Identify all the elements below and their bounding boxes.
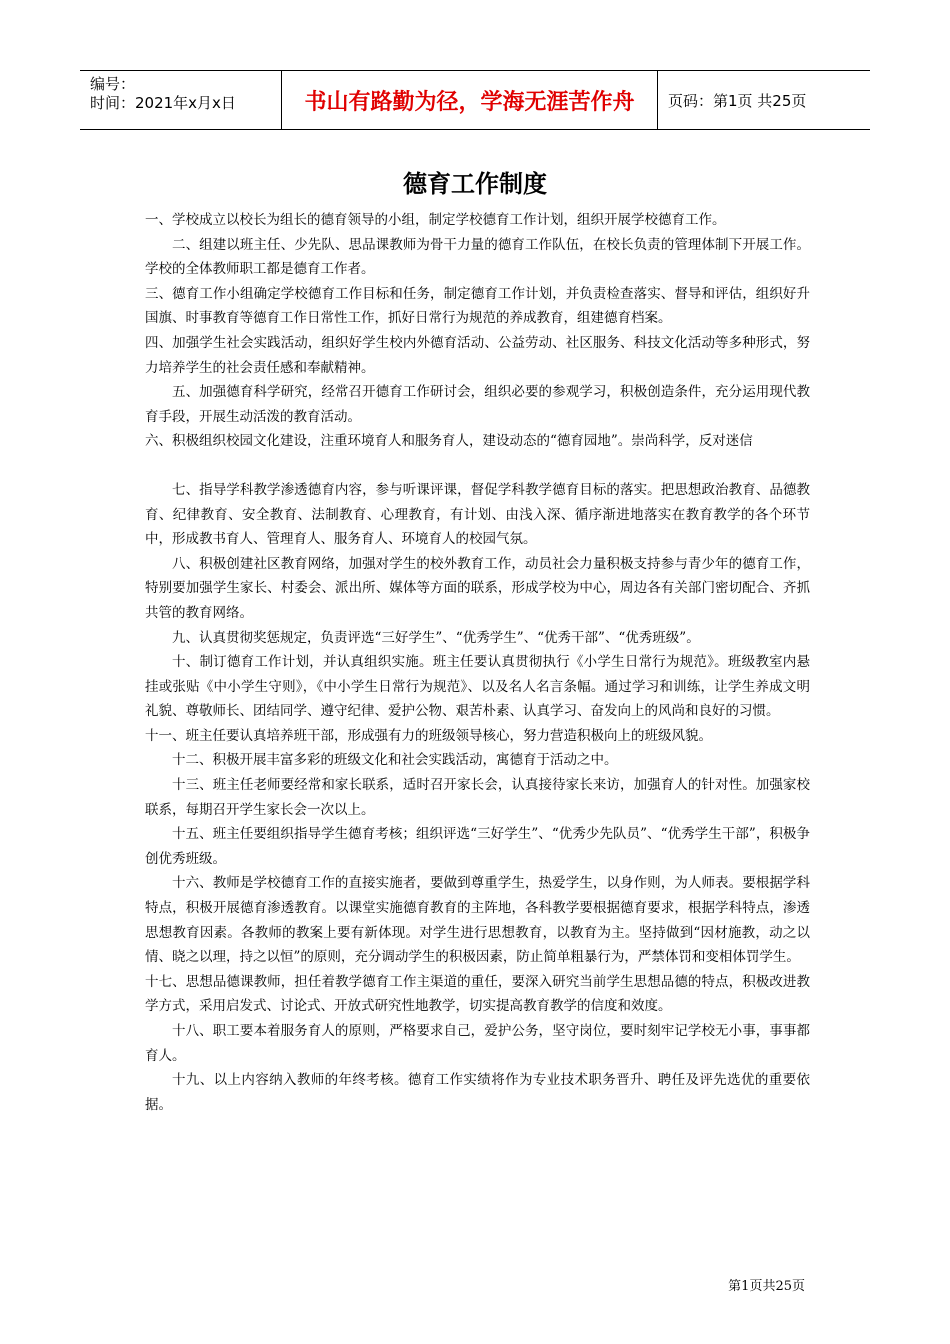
paragraph-11: 十一、班主任要认真培养班干部，形成强有力的班级领导核心，努力营造积极向上的班级风貌。: [145, 727, 712, 744]
paragraph-15: 十五、班主任要组织指导学生德育考核；组织评选“三好学生”、“优秀少先队员”、“优秀学生干部”，积极争创优秀班级。: [145, 826, 810, 867]
paragraph-12: 十二、积极开展丰富多彩的班级文化和社会实践活动，寓德育于活动之中。: [172, 752, 618, 769]
paragraph-7: 七、指导学科教学渗透德育内容，参与听课评课，督促学科教学德育目标的落实。把思想政治教育、品德教育、纪律教育、安全教育、法制教育、心理教育，有计划、由浅入深、循序渐进地落实在教育教学的各个环节中，形成教书育人、管理育人、服务育人、环境育人的校园气氛。: [145, 481, 810, 548]
header-page-label: 页码：第1页 共25页: [668, 91, 807, 110]
paragraph-9: 九、认真贯彻奖惩规定，负责评选“三好学生”、“优秀学生”、“优秀干部”、“优秀班级”。: [172, 629, 700, 646]
paragraph-19: 十九、以上内容纳入教师的年终考核。德育工作实绩将作为专业技术职务晋升、聘任及评先选优的重要依据。: [145, 1072, 810, 1113]
paragraph-1: 一、学校成立以校长为组长的德育领导的小组，制定学校德育工作计划，组织开展学校德育工作。: [145, 212, 726, 228]
page-header: [80, 70, 870, 130]
paragraph-10: 十、制订德育工作计划，并认真组织实施。班主任要认真贯彻执行《小学生日常行为规范》。班级教室内悬挂或张贴《中小学生守则》，《中小学生日常行为规范》、以及名人名言条幅。通过学习和训练，让学生养成文明礼貌、尊敬师长、团结同学、遵守纪律、爱护公物、艰苦朴素、认真学习、奋发向上的风尚和良好的习惯。: [145, 654, 810, 720]
paragraph-16: 十六、教师是学校德育工作的直接实施者，要做到尊重学生，热爱学生，以身作则，为人师表。要根据学科特点，积极开展德育渗透教育。以课堂实施德育教育的主阵地，各科教学要根据德育要求，根据学科特点，渗透思想教育因素。各教师的教案上要有新体现。对学生进行思想教育，以教育为主。坚持做到“因材施教，动之以情、晓之以理，持之以恒”的原则，充分调动学生的积极因素，防止简单粗暴行为，严禁体罚和变相体罚学生。: [145, 875, 810, 966]
header-meta: [80, 71, 282, 129]
paragraph-5: 五、加强德育科学研究，经常召开德育工作研讨会，组织必要的参观学习，积极创造条件，充分运用现代教育手段，开展生动活泼的教育活动。: [145, 384, 810, 425]
paragraph-8: 八、积极创建社区教育网络，加强对学生的校外教育工作，动员社会力量积极支持参与青少年的德育工作，特别要加强学生家长、村委会、派出所、媒体等方面的联系，形成学校为中心，周边各有关部门密切配合、齐抓共管的教育网络。: [145, 555, 810, 621]
document-date-label: 时间：2021年x月x日: [90, 94, 236, 112]
header-motto: 书山有路勤为径，学海无涯苦作舟: [282, 71, 658, 129]
paragraph-3: 三、德育工作小组确定学校德育工作目标和任务，制定德育工作计划，并负责检查落实、督导和评估，组织好升国旗、时事教育等德育工作日常性工作，抓好日常行为规范的养成教育，组建德育档案。: [145, 285, 810, 327]
paragraph-17: 十七、思想品德课教师，担任着教学德育工作主渠道的重任，要深入研究当前学生思想品德的特点，积极改进教学方式，采用启发式、讨论式、开放式研究性地教学，切实提高教育教学的信度和效度。: [145, 973, 810, 1015]
document-body: [145, 208, 810, 1117]
paragraph-4: 四、加强学生社会实践活动，组织好学生校内外德育活动、公益劳动、社区服务、科技文化活动等多种形式，努力培养学生的社会责任感和奉献精神。: [145, 334, 810, 376]
paragraph-13: 十三、班主任老师要经常和家长联系，适时召开家长会，认真接待家长来访，加强育人的针对性。加强家校联系，每期召开学生家长会一次以上。: [145, 777, 810, 818]
document-title: 德育工作制度: [403, 170, 547, 198]
paragraph-6: 六、积极组织校园文化建设，注重环境育人和服务育人，建设动态的“德育园地”。崇尚科学，反对迷信: [145, 433, 753, 450]
page-footer: 第1页共25页: [728, 1279, 805, 1294]
document-number-label: 编号：: [90, 75, 136, 93]
paragraph-2: 二、组建以班主任、少先队、思品课教师为骨干力量的德育工作队伍，在校长负责的管理体制下开展工作。学校的全体教师职工都是德育工作者。: [145, 236, 810, 278]
paragraph-18: 十八、职工要本着服务育人的原则，严格要求自己，爱护公务，坚守岗位，要时刻牢记学校无小事，事事都育人。: [145, 1023, 810, 1064]
